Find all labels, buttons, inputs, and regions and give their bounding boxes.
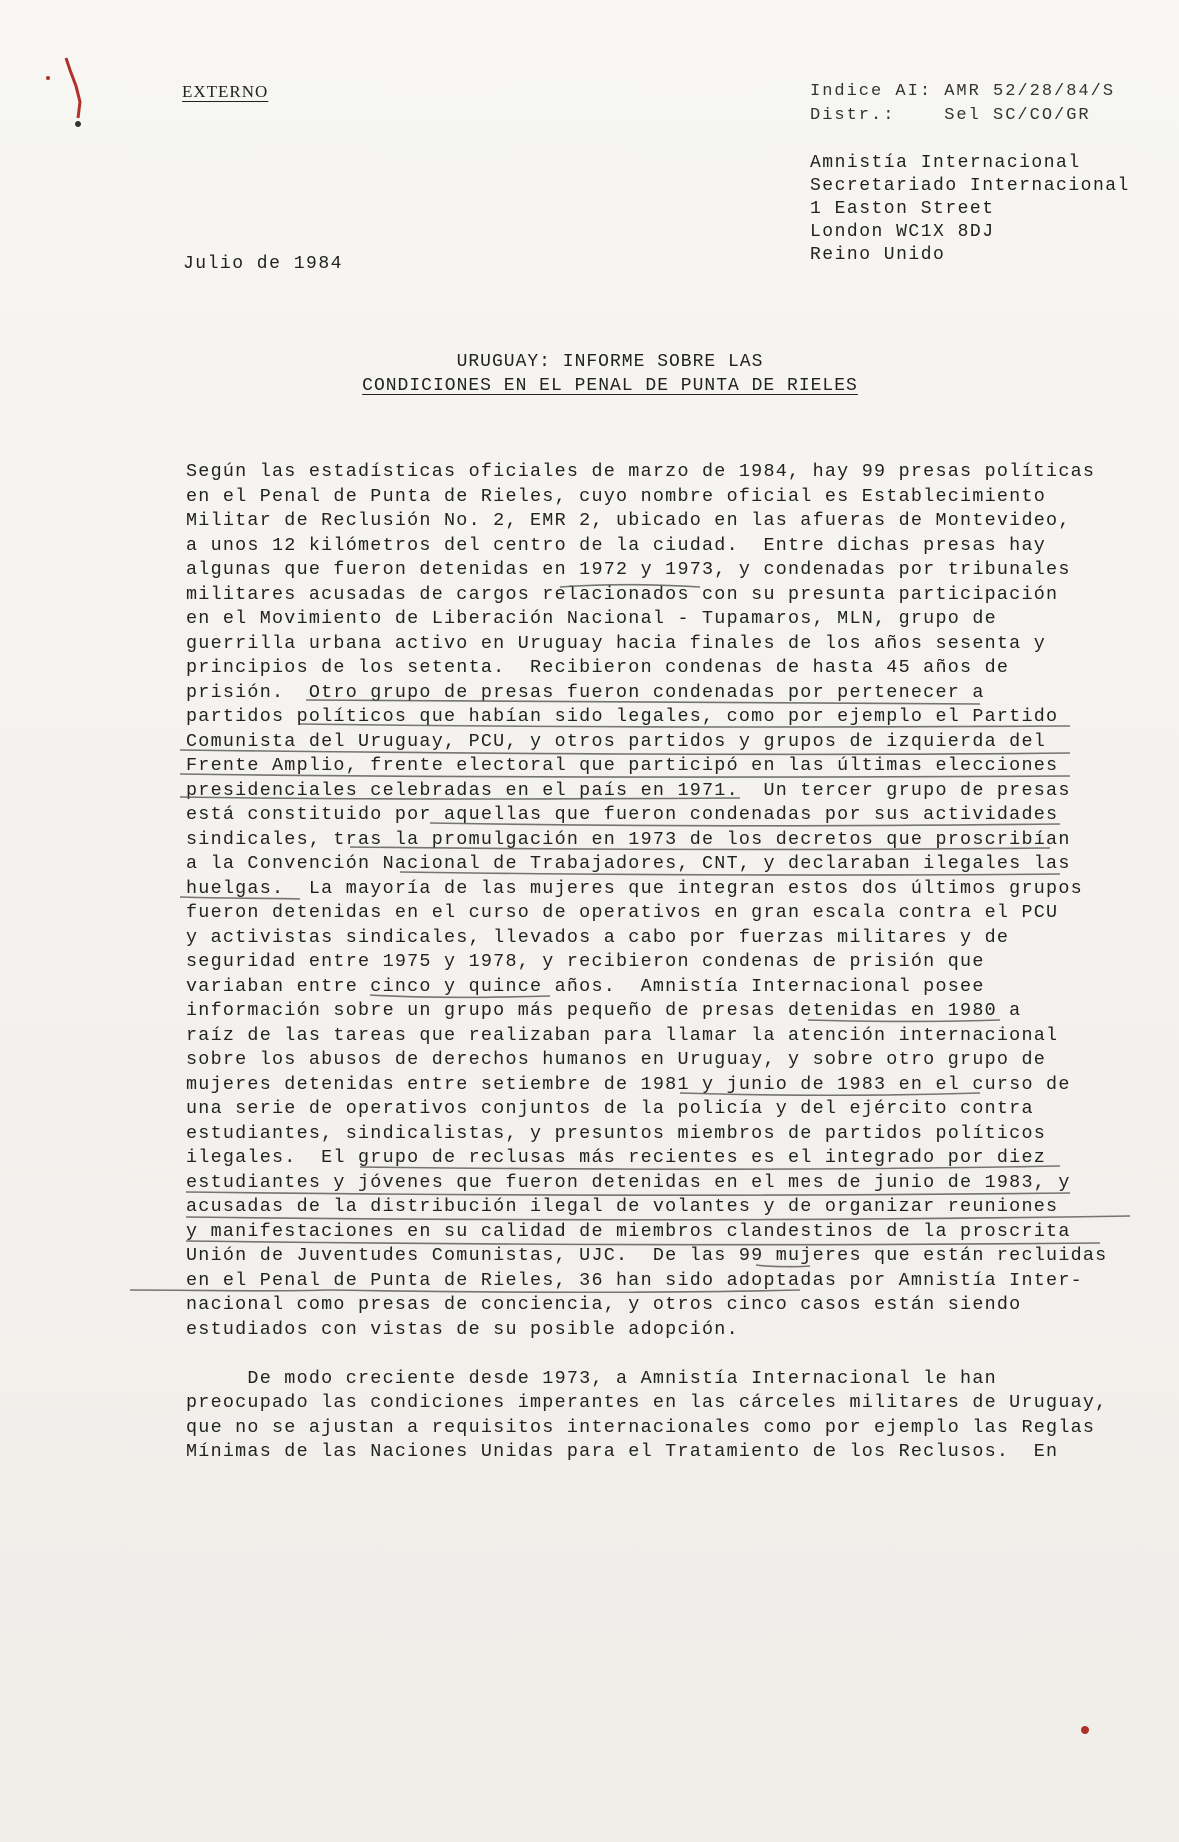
address-line: Amnistía Internacional: [810, 153, 1081, 173]
text-line: principios de los setenta. Recibieron condenas de hasta 45 años de: [186, 657, 1010, 678]
text-line: estudiados con vistas de su posible adopción.: [186, 1318, 739, 1340]
index-line: Indice AI: AMR 52/28/84/S: [810, 82, 1116, 101]
text-line: prisión. Otro grupo de presas fueron condenadas por pertenecer a: [186, 681, 985, 703]
text-line: nacional como presas de conciencia, y otros cinco casos están siendo: [186, 1294, 1022, 1315]
address-line: London WC1X 8DJ: [810, 222, 995, 242]
text-line: está constituido por aquellas que fueron condenadas por sus actividades: [186, 804, 1059, 825]
text-line: seguridad entre 1975 y 1978, y recibieron condenas de prisión que: [186, 951, 985, 972]
punch-hole-icon: [46, 76, 50, 80]
text-line: en el Movimiento de Liberación Nacional - Tupamaros, MLN, grupo de: [186, 608, 997, 629]
text-line: Unión de Juventudes Comunistas, UJC. De las 99 mujeres que están recluidas: [186, 1245, 1108, 1266]
text-line: que no se ajustan a requisitos internacionales como por ejemplo las Reglas: [186, 1416, 1096, 1438]
text-line: Militar de Reclusión No. 2, EMR 2, ubicado en las afueras de Montevideo,: [186, 510, 1071, 531]
address-line: 1 Easton Street: [810, 199, 995, 219]
text-line: militares acusadas de cargos relacionados con su presunta participación: [186, 583, 1059, 605]
classification-label: EXTERNO: [182, 82, 269, 101]
text-line: sindicales, tras la promulgación en 1973 de los decretos que proscribían: [186, 828, 1071, 850]
text-line: De modo creciente desde 1973, a Amnistía Internacional le han: [186, 1367, 997, 1389]
text-line: guerrilla urbana activo en Uruguay hacia finales de los años sesenta y: [186, 632, 1047, 654]
text-line: partidos políticos que habían sido legales, como por ejemplo el Partido: [186, 706, 1059, 727]
text-line: en el Penal de Punta de Rieles, cuyo nombre oficial es Establecimiento: [186, 485, 1047, 507]
text-line: una serie de operativos conjuntos de la policía y del ejército contra: [186, 1098, 1034, 1119]
text-line: sobre los abusos de derechos humanos en Uruguay, y sobre otro grupo de: [186, 1049, 1047, 1070]
text-line: a unos 12 kilómetros del centro de la ciudad. Entre dichas presas hay: [186, 534, 1047, 556]
text-line: fueron detenidas en el curso de operativos en gran escala contra el PCU: [186, 902, 1059, 923]
text-line: información sobre un grupo más pequeño de presas detenidas en 1980 a: [186, 1000, 1022, 1021]
staple-mark-icon: [66, 58, 80, 118]
text-line: Mínimas de las Naciones Unidas para el Tratamiento de los Reclusos. En: [186, 1441, 1059, 1462]
paragraph-2: [186, 1367, 1126, 1465]
paragraph-gap: [186, 1342, 1126, 1367]
document-body: [186, 460, 1126, 1465]
text-line: algunas que fueron detenidas en 1972 y 1973, y condenadas por tribunales: [186, 559, 1071, 580]
text-line: estudiantes, sindicalistas, y presuntos miembros de partidos políticos: [186, 1122, 1047, 1144]
text-line: preocupado las condiciones imperantes en las cárceles militares de Uruguay,: [186, 1392, 1108, 1413]
text-line: y activistas sindicales, llevados a cabo por fuerzas militares y de: [186, 926, 1010, 948]
address-line: Secretariado Internacional: [810, 176, 1130, 196]
text-line: a la Convención Nacional de Trabajadores, CNT, y declaraban ilegales las: [186, 853, 1071, 874]
text-line: raíz de las tareas que realizaban para llamar la atención internacional: [186, 1024, 1059, 1046]
paragraph-1: [186, 460, 1126, 1342]
text-line: ilegales. El grupo de reclusas más recientes es el integrado por diez: [186, 1147, 1047, 1168]
text-line: acusadas de la distribución ilegal de volantes y de organizar reuniones: [186, 1196, 1059, 1217]
text-line: Comunista del Uruguay, PCU, y otros partidos y grupos de izquierda del: [186, 730, 1047, 752]
title-line-2: CONDICIONES EN EL PENAL DE PUNTA DE RIELES: [362, 376, 858, 396]
punch-hole-icon: [75, 121, 81, 127]
address-line: Reino Unido: [810, 245, 946, 265]
sender-address: [810, 152, 1130, 267]
text-line: en el Penal de Punta de Rieles, 36 han sido adoptadas por Amnistía Inter-: [186, 1269, 1083, 1291]
distribution-line: Distr.: Sel SC/CO/GR: [810, 106, 1091, 125]
text-line: huelgas. La mayoría de las mujeres que integran estos dos últimos grupos: [186, 877, 1083, 899]
title-line-1: URUGUAY: INFORME SOBRE LAS: [456, 352, 764, 372]
ink-dot-icon: [1081, 1726, 1089, 1734]
text-line: mujeres detenidas entre setiembre de 1981 y junio de 1983 en el curso de: [186, 1073, 1071, 1095]
reference-block: [810, 80, 1115, 128]
text-line: Frente Amplio, frente electoral que participó en las últimas elecciones: [186, 755, 1059, 776]
document-title: [340, 350, 880, 398]
document-date: Julio de 1984: [183, 254, 343, 274]
text-line: Según las estadísticas oficiales de marzo de 1984, hay 99 presas políticas: [186, 461, 1096, 482]
text-line: estudiantes y jóvenes que fueron detenidas en el mes de junio de 1983, y: [186, 1171, 1071, 1193]
text-line: presidenciales celebradas en el país en 1971. Un tercer grupo de presas: [186, 779, 1071, 801]
text-line: y manifestaciones en su calidad de miembros clandestinos de la proscrita: [186, 1220, 1071, 1242]
text-line: variaban entre cinco y quince años. Amnistía Internacional posee: [186, 975, 985, 997]
